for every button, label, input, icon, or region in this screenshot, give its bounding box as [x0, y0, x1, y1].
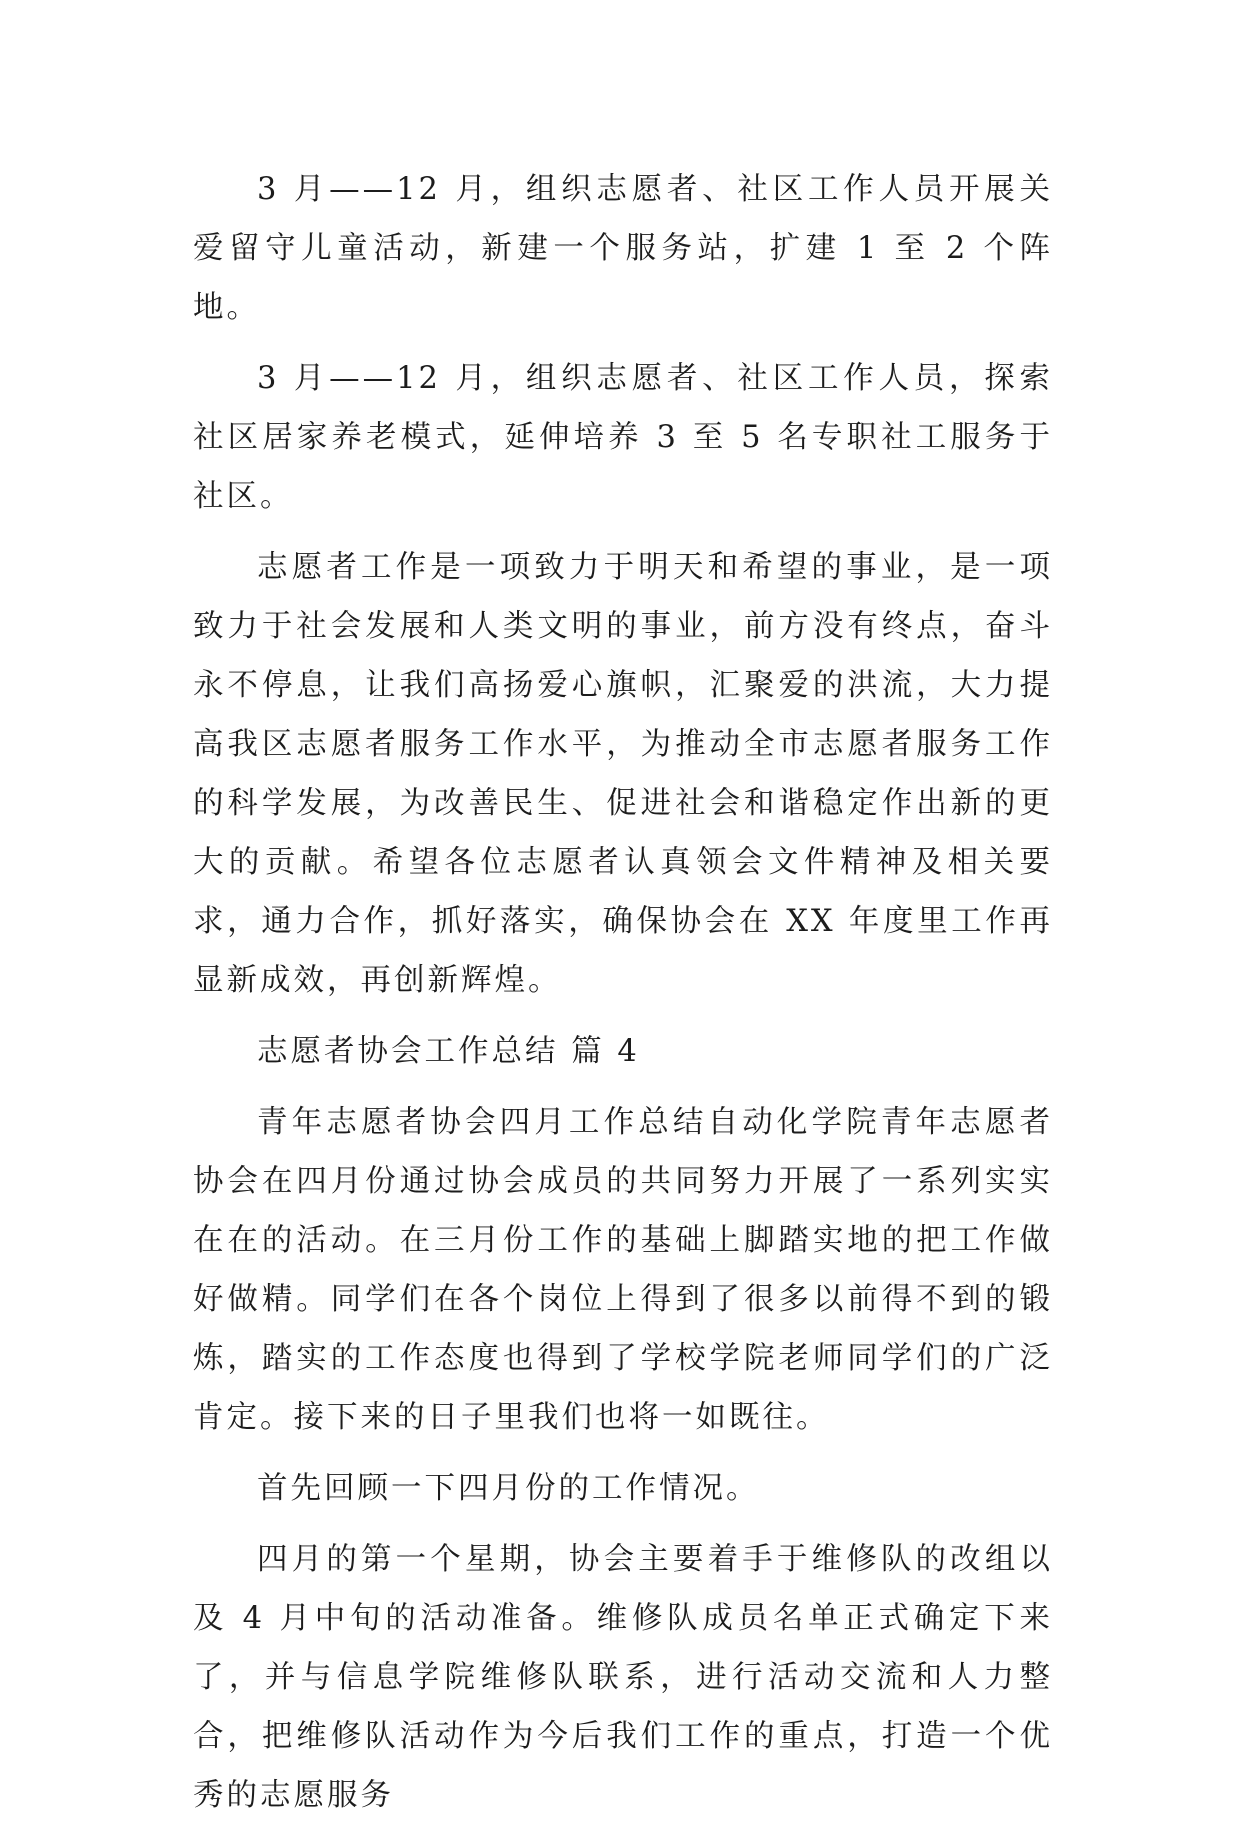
paragraph-volunteer-mission: 志愿者工作是一项致力于明天和希望的事业，是一项致力于社会发展和人类文明的事业，前方没有终点，奋斗永不停息，让我们高扬爱心旗帜，汇聚爱的洪流，大力提高我区志愿者服务工作水平，为推动全市志愿者服务工作的科学发展，为改善民生、促进社会和谐稳定作出新的更大的贡献。希望各位志愿者认真领会文件精神及相关要求，通力合作，抓好落实，确保协会在 XX 年度里工作再显新成效，再创新辉煌。: [193, 550, 1053, 998]
paragraph-first-week: 四月的第一个星期，协会主要着手于维修队的改组以及 4 月中旬的活动准备。维修队成员名单正式确定下来了，并与信息学院维修队联系，进行活动交流和人力整合，把维修队活动作为今后我们工作的重点，打造一个优秀的志愿服务: [193, 1542, 1053, 1813]
section-heading: 志愿者协会工作总结 篇 4: [257, 1034, 640, 1069]
paragraph-elderly-care: 3 月——12 月，组织志愿者、社区工作人员，探索社区居家养老模式，延伸培养 3 至 5 名专职社工服务于社区。: [193, 361, 1053, 514]
document-body: [193, 160, 1053, 1837]
paragraph-april-summary: 青年志愿者协会四月工作总结自动化学院青年志愿者协会在四月份通过协会成员的共同努力开展了一系列实实在在的活动。在三月份工作的基础上脚踏实地的把工作做好做精。同学们在各个岗位上得到了很多以前得不到的锻炼，踏实的工作态度也得到了学校学院老师同学们的广泛肯定。接下来的日子里我们也将一如既往。: [193, 1105, 1053, 1435]
paragraph-left-behind-children: 3 月——12 月，组织志愿者、社区工作人员开展关爱留守儿童活动，新建一个服务站，扩建 1 至 2 个阵地。: [193, 172, 1053, 325]
paragraph-review-intro: 首先回顾一下四月份的工作情况。: [257, 1471, 760, 1506]
